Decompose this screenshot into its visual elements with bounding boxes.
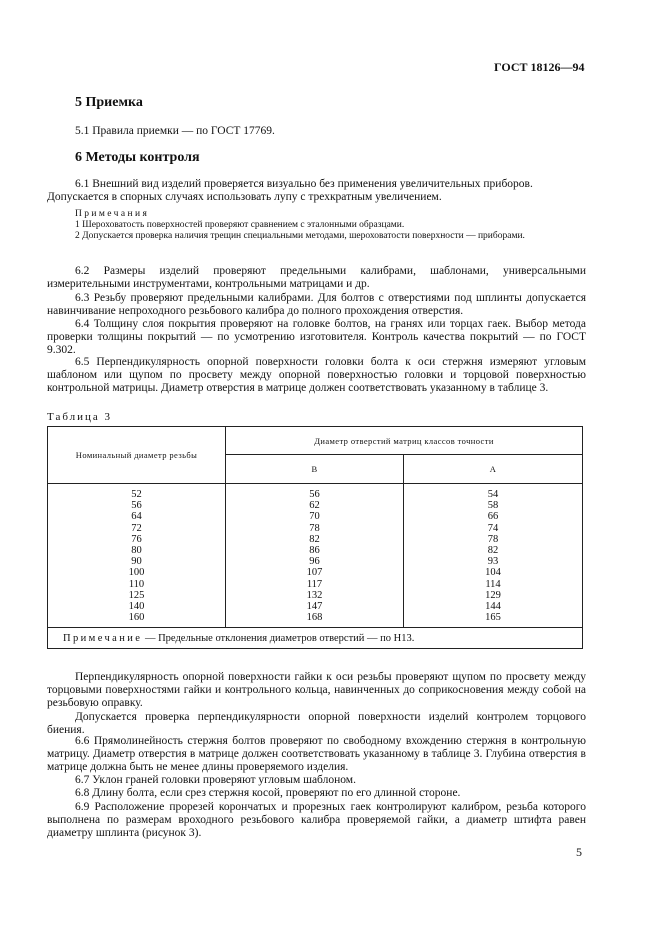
table-note-text: — Предельные отклонения диаметров отверстий — по Н13. <box>142 632 415 644</box>
table-cell-class-b: 70 <box>309 511 320 523</box>
table-cell-class-a: 93 <box>487 556 499 568</box>
table-cell-class-a: 66 <box>487 511 499 523</box>
paragraph-6-5: 6.5 Перпендикулярность опорной поверхности головки болта к оси стержня измеряют угловым шаблоном или щупом по просвету между опорной поверхностью головки и торцовой поверхностью контрольной матрицы. Диаметр отверстия в матрице должен соответствовать указанному в таблице 3. <box>47 356 586 395</box>
paragraph-nut-perpendicularity: Перпендикулярность опорной поверхности гайки к оси резьбы проверяют щупом по просвету между торцовыми поверхностями гайки и контрольного кольца, навинченных до соприкосновения между собой на резьбовую оправку. <box>47 671 586 710</box>
paragraph-face-runout: Допускается проверка перпендикулярности опорной поверхности изделий контролем торцового биения. <box>47 711 586 737</box>
table-cell-class-a: 58 <box>487 500 499 512</box>
table-cell-nominal: 100 <box>128 567 145 579</box>
header-matrix-diameter: Диаметр отверстий матриц классов точности <box>226 427 583 455</box>
table-cell-class-a: 104 <box>485 567 501 579</box>
table-cell-class-b: 117 <box>306 578 323 590</box>
table-cell-class-a: 144 <box>485 601 501 613</box>
table-cell-class-b: 82 <box>309 533 320 545</box>
note-2: 2 Допускается проверка наличия трещин специальными методами, шероховатости поверхности — приборами. <box>75 231 525 241</box>
page-number: 5 <box>576 845 582 859</box>
table-cell-class-a: 82 <box>487 545 499 557</box>
table-cell-class-b: 147 <box>306 601 323 613</box>
header-nominal-diameter: Номинальный диаметр резьбы <box>48 427 226 484</box>
table-cell-nominal: 110 <box>128 578 145 590</box>
column-nominal <box>48 484 226 628</box>
table-cell-class-b: 62 <box>309 500 320 512</box>
table-cell-nominal: 140 <box>128 601 145 613</box>
paragraph-6-9: 6.9 Расположение прорезей корончатых и прорезных гаек контролируют калибром, резьба которого выполнена по размерам вроходного резьбового калибра проверяемой гайки, а диаметр штифта равен диаметру шплинта (рисунок 3). <box>47 801 586 840</box>
table-cell-class-a: 54 <box>487 489 499 500</box>
table-cell-nominal: 76 <box>131 533 142 545</box>
table-cell-class-b: 78 <box>309 522 320 534</box>
table-cell-class-b: 96 <box>309 556 320 568</box>
paragraph-6-7: 6.7 Уклон граней головки проверяют угловым шаблоном. <box>75 774 356 786</box>
table-cell-nominal: 72 <box>131 522 142 534</box>
table-cell-class-b: 86 <box>309 545 320 557</box>
column-class-b <box>226 484 404 628</box>
table-cell-class-b: 56 <box>309 489 320 500</box>
table-cell-class-a: 78 <box>487 533 499 545</box>
header-class-b: В <box>226 455 404 484</box>
paragraph-5-1: 5.1 Правила приемки — по ГОСТ 17769. <box>75 125 275 137</box>
table-cell-nominal: 52 <box>131 489 142 500</box>
note-1: 1 Шероховатость поверхностей проверяют сравнением с эталонными образцами. <box>75 220 405 230</box>
table-cell-class-a: 114 <box>485 578 501 590</box>
paragraph-6-2: 6.2 Размеры изделий проверяют предельными калибрами, шаблонами, универсальными измерительными инструментами, контрольными матрицами и др. <box>47 265 586 291</box>
notes-title: Примечания <box>75 209 150 219</box>
table-cell-class-b: 168 <box>306 612 323 624</box>
paragraph-6-3: 6.3 Резьбу проверяют предельными калибрами. Для болтов с отверстиями под шплинты допускается навинчивание непроходного резьбового калибра до полного прохождения отверстия. <box>47 292 586 318</box>
table-caption: Таблица 3 <box>47 411 113 423</box>
paragraph-6-4: 6.4 Толщину слоя покрытия проверяют на головке болтов, на гранях или торцах гаек. Выбор метода проверки толщины покрытий — по усмотрению изготовителя. Контроль качества покрытий — по ГОСТ 9.302. <box>47 318 586 357</box>
section-5-heading: 5 Приемка <box>75 95 143 110</box>
table-cell-class-a: 165 <box>485 612 501 624</box>
table-cell-class-b: 132 <box>306 589 323 601</box>
paragraph-6-6: 6.6 Прямолинейность стержня болтов проверяют по свободному вхождению стержня в контрольную матрицу. Диаметр отверстия в матрице должен соответствовать указанному в таблице 3. Глубина отверстия в матрице должна быть не менее длины проверяемого изделия. <box>47 735 586 774</box>
table-cell-nominal: 160 <box>128 612 145 624</box>
paragraph-6-1-line1: 6.1 Внешний вид изделий проверяется визуально без применения увеличительных приборов. <box>75 178 533 190</box>
table-cell-class-b: 107 <box>306 567 323 579</box>
table-cell-class-a: 74 <box>487 522 499 534</box>
table-cell-nominal: 56 <box>131 500 142 512</box>
paragraph-6-8: 6.8 Длину болта, если срез стержня косой, проверяют по его длинной стороне. <box>75 787 461 799</box>
table-note-label: Примечание <box>63 632 143 644</box>
table-cell-nominal: 80 <box>131 545 142 557</box>
header-class-a: А <box>404 455 583 484</box>
table-note <box>48 628 583 649</box>
table-cell-nominal: 125 <box>128 589 145 601</box>
section-6-heading: 6 Методы контроля <box>75 150 200 165</box>
table-cell-class-a: 129 <box>485 589 501 601</box>
document-code: ГОСТ 18126—94 <box>494 60 585 74</box>
table-cell-nominal: 64 <box>131 511 142 523</box>
paragraph-6-1-line2: Допускается в спорных случаях использовать лупу с трехкратным увеличением. <box>47 191 442 203</box>
column-class-a <box>404 484 583 628</box>
table-cell-nominal: 90 <box>131 556 142 568</box>
table-3 <box>47 426 583 649</box>
